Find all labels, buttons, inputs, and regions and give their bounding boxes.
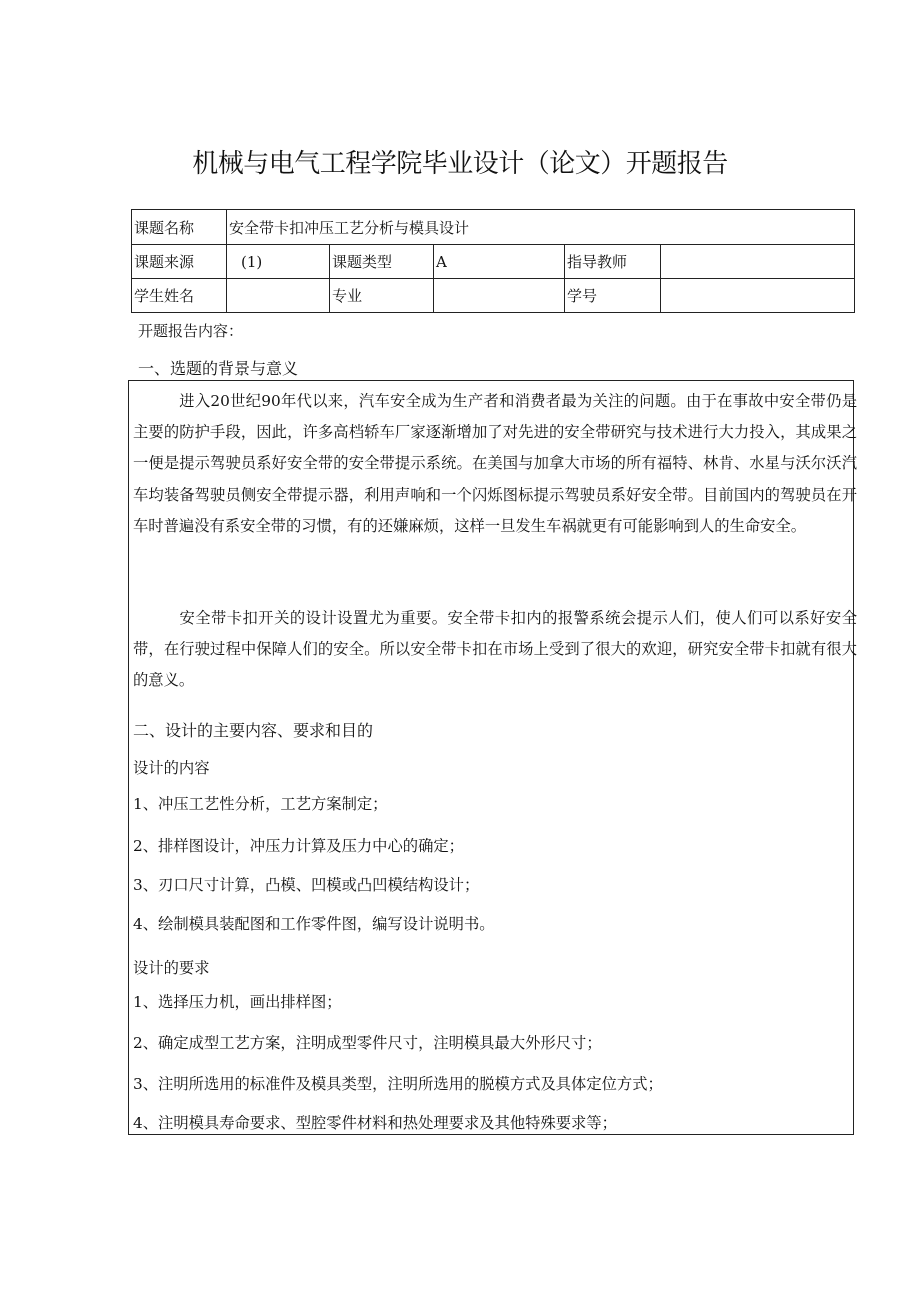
requirement-item: 1、选择压力机，画出排样图； [133,993,342,1011]
student-label: 学生姓名 [132,279,227,313]
id-value [661,279,855,313]
table-row [132,279,855,313]
section1-paragraph-2: 安全带卡扣开关的设计设置尤为重要。安全带卡扣内的报警系统会提示人们，使人们可以系好安全带，在行驶过程中保障人们的安全。所以安全带卡扣在市场上受到了很大的欢迎，研究安全带卡扣就有很大的意义。 [133,609,857,690]
advisor-value [661,245,855,279]
table-row [132,245,855,279]
topic-label: 课题名称 [132,210,227,245]
content-item: 4、绘制模具装配图和工作零件图，编写设计说明书。 [133,915,495,933]
major-value [434,279,565,313]
content-item: 3、刃口尺寸计算，凸模、凹模或凸凹模结构设计； [133,876,480,894]
requirement-item: 3、注明所选用的标准件及模具类型，注明所选用的脱模方式及具体定位方式； [133,1075,663,1093]
requirement-item: 4、注明模具寿命要求、型腔零件材料和热处理要求及其他特殊要求等； [133,1114,617,1132]
report-intro-label: 开题报告内容： [138,322,244,340]
requirement-item: 2、确定成型工艺方案，注明成型零件尺寸，注明模具最大外形尺寸； [133,1034,602,1052]
source-value: (1) [227,245,330,279]
table-row [132,210,855,245]
advisor-label: 指导教师 [565,245,661,279]
content-heading: 设计的内容 [133,759,210,777]
topic-value: 安全带卡扣冲压工艺分析与模具设计 [227,210,855,245]
student-value [227,279,330,313]
type-label: 课题类型 [330,245,434,279]
content-item: 1、冲压工艺性分析，工艺方案制定； [133,795,388,813]
info-table [131,209,855,313]
content-item: 2、排样图设计，冲压力计算及压力中心的确定； [133,837,464,855]
major-label: 专业 [330,279,434,313]
section1-heading: 一、选题的背景与意义 [138,359,299,378]
section1-paragraph-1: 进入20世纪90年代以来，汽车安全成为生产者和消费者最为关注的问题。由于在事故中安全带仍是主要的防护手段，因此，许多高档轿车厂家逐渐增加了对先进的安全带研究与技术进行大力投入，其成果之一便是提示驾驶员系好安全带的安全带提示系统。在美国与加拿大市场的所有福特、林肯、水星与沃尔沃汽车均装备驾驶员侧安全带提示器，利用声响和一个闪烁图标提示驾驶员系好安全带。目前国内的驾驶员在开车时普遍没有系安全带的习惯，有的还嫌麻烦，这样一旦发生车祸就更有可能影响到人的生命安全。 [133,392,857,535]
type-value: A [434,245,565,279]
document-title: 机械与电气工程学院毕业设计（论文）开题报告 [192,149,728,179]
requirements-heading: 设计的要求 [133,959,210,977]
section2-heading: 二、设计的主要内容、要求和目的 [133,721,374,740]
source-label: 课题来源 [132,245,227,279]
id-label: 学号 [565,279,661,313]
